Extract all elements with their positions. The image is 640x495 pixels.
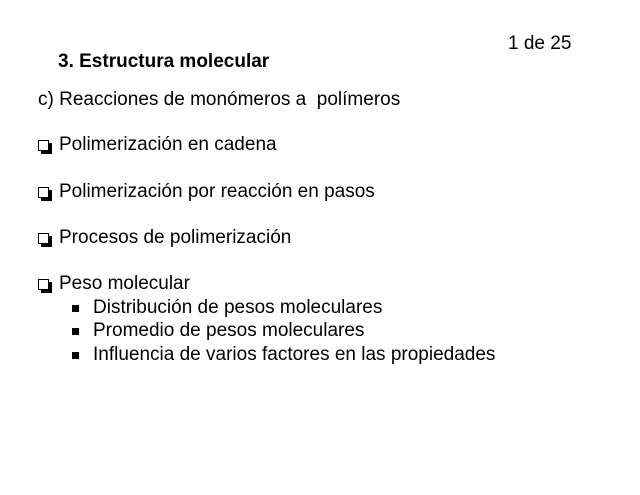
sub-bullet-label: Promedio de pesos moleculares — [93, 320, 365, 341]
bullet-label: Polimerización por reacción en pasos — [59, 181, 375, 202]
page-counter: 1 de 25 — [508, 33, 572, 54]
bullet-label: Peso molecular — [59, 273, 190, 294]
sub-bullet-label: Influencia de varios factores en las propiedades — [93, 344, 496, 365]
sub-bullet-item — [72, 344, 495, 366]
checkbox-icon — [38, 231, 53, 246]
slide-subtitle: c) Reacciones de monómeros a polímeros — [38, 89, 401, 110]
square-bullet-icon — [72, 328, 79, 335]
sub-bullet-item — [72, 320, 364, 342]
checkbox-icon — [38, 185, 53, 200]
bullet-item — [38, 134, 277, 156]
checkbox-icon — [38, 277, 53, 292]
sub-bullet-item — [72, 297, 382, 319]
bullet-label: Procesos de polimerización — [59, 227, 292, 248]
square-bullet-icon — [72, 352, 79, 359]
bullet-label: Polimerización en cadena — [59, 134, 277, 155]
sub-bullet-label: Distribución de pesos moleculares — [93, 297, 383, 318]
bullet-item — [38, 273, 190, 295]
square-bullet-icon — [72, 305, 79, 312]
bullet-item — [38, 227, 291, 249]
slide-title: 3. Estructura molecular — [58, 51, 270, 72]
checkbox-icon — [38, 138, 53, 153]
bullet-item — [38, 181, 375, 203]
